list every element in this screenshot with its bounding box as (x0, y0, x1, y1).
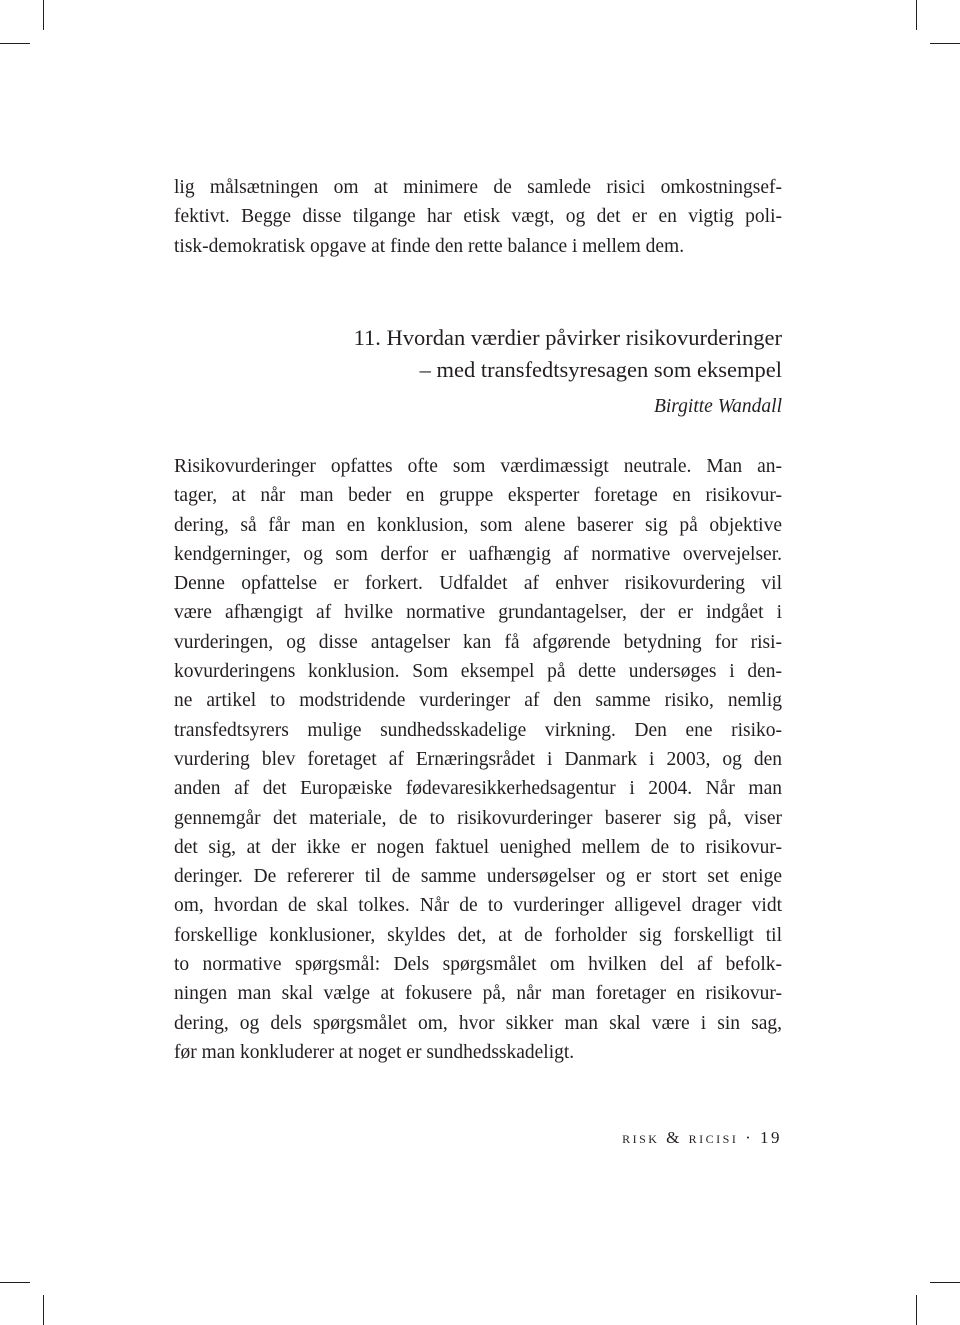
page-footer: risk & ricisi · 19 (622, 1128, 782, 1147)
heading-line-1: 11. Hvordan værdier påvirker risikovurderinger (353, 325, 782, 350)
intro-paragraph (174, 173, 782, 261)
body-line: transfedtsyrers mulige sundhedsskadelige virkning. Den ene risiko- (174, 719, 782, 741)
body-line: Denne opfattelse er forkert. Udfaldet af enhver risikovurdering vil (174, 573, 782, 595)
intro-line: tisk-demokratisk opgave at finde den rette balance i mellem dem. (174, 235, 685, 257)
section-heading (174, 322, 782, 386)
body-line: før man konkluderer at noget er sundhedsskadeligt. (174, 1041, 575, 1063)
body-line: kovurderingens konklusion. Som eksempel på dette undersøges i den- (174, 661, 782, 683)
intro-line: fektivt. Begge disse tilgange har etisk vægt, og det er en vigtig poli- (174, 206, 782, 228)
body-line: forskellige konklusioner, skyldes det, at de forholder sig forskelligt til (174, 924, 782, 946)
crop-mark-top-right-vertical (916, 0, 917, 30)
crop-mark-top-right (930, 43, 960, 44)
body-line: vurderingen, og disse antagelser kan få afgørende betydning for risi- (174, 631, 782, 653)
body-line: om, hvordan de skal tolkes. Når de to vurderinger alligevel drager vidt (174, 895, 782, 917)
crop-mark-bottom-right (930, 1282, 960, 1283)
author-name: Birgitte Wandall (653, 396, 782, 417)
body-line: ningen man skal vælge at fokusere på, når man foretager en risikovur- (174, 983, 782, 1005)
intro-line: lig målsætningen om at minimere de samlede risici omkostningsef- (174, 177, 782, 198)
body-line: to normative spørgsmål: Dels spørgsmålet om hvilken del af befolk- (174, 954, 782, 976)
body-line: være afhængigt af hvilke normative grundantagelser, der er indgået i (174, 602, 782, 624)
body-line: anden af det Europæiske fødevaresikkerhedsagentur i 2004. Når man (174, 778, 782, 800)
body-line: vurdering blev foretaget af Ernæringsrådet i Danmark i 2003, og den (174, 748, 782, 770)
body-line: deringer. De refererer til de samme undersøgelser og er stort set enige (174, 866, 782, 888)
body-line: kendgerninger, og som derfor er uafhængig af normative overvejelser. (174, 543, 782, 565)
heading-line-2: – med transfedtsyresagen som eksempel (419, 357, 782, 382)
body-line: gennemgår det materiale, de to risikovurderinger baserer sig på, viser (174, 807, 782, 829)
body-line: ne artikel to modstridende vurderinger af den samme risiko, nemlig (174, 690, 782, 712)
body-line: dering, og dels spørgsmålet om, hvor sikker man skal være i sin sag, (174, 1012, 782, 1034)
crop-mark-bottom-left-vertical (43, 1295, 44, 1325)
body-line: det sig, at der ikke er nogen faktuel uenighed mellem de to risikovur- (174, 836, 782, 858)
crop-mark-bottom-left (0, 1282, 30, 1283)
crop-mark-bottom-right-vertical (916, 1295, 917, 1325)
crop-mark-top-left-vertical (43, 0, 44, 30)
body-line: tager, at når man beder en gruppe eksperter foretage en risikovur- (174, 485, 782, 507)
body-paragraph (174, 452, 782, 1067)
crop-mark-top-left (0, 43, 30, 44)
body-line: Risikovurderinger opfattes ofte som værdimæssigt neutrale. Man an- (174, 456, 782, 477)
body-line: dering, så får man en konklusion, som alene baserer sig på objektive (174, 514, 782, 536)
